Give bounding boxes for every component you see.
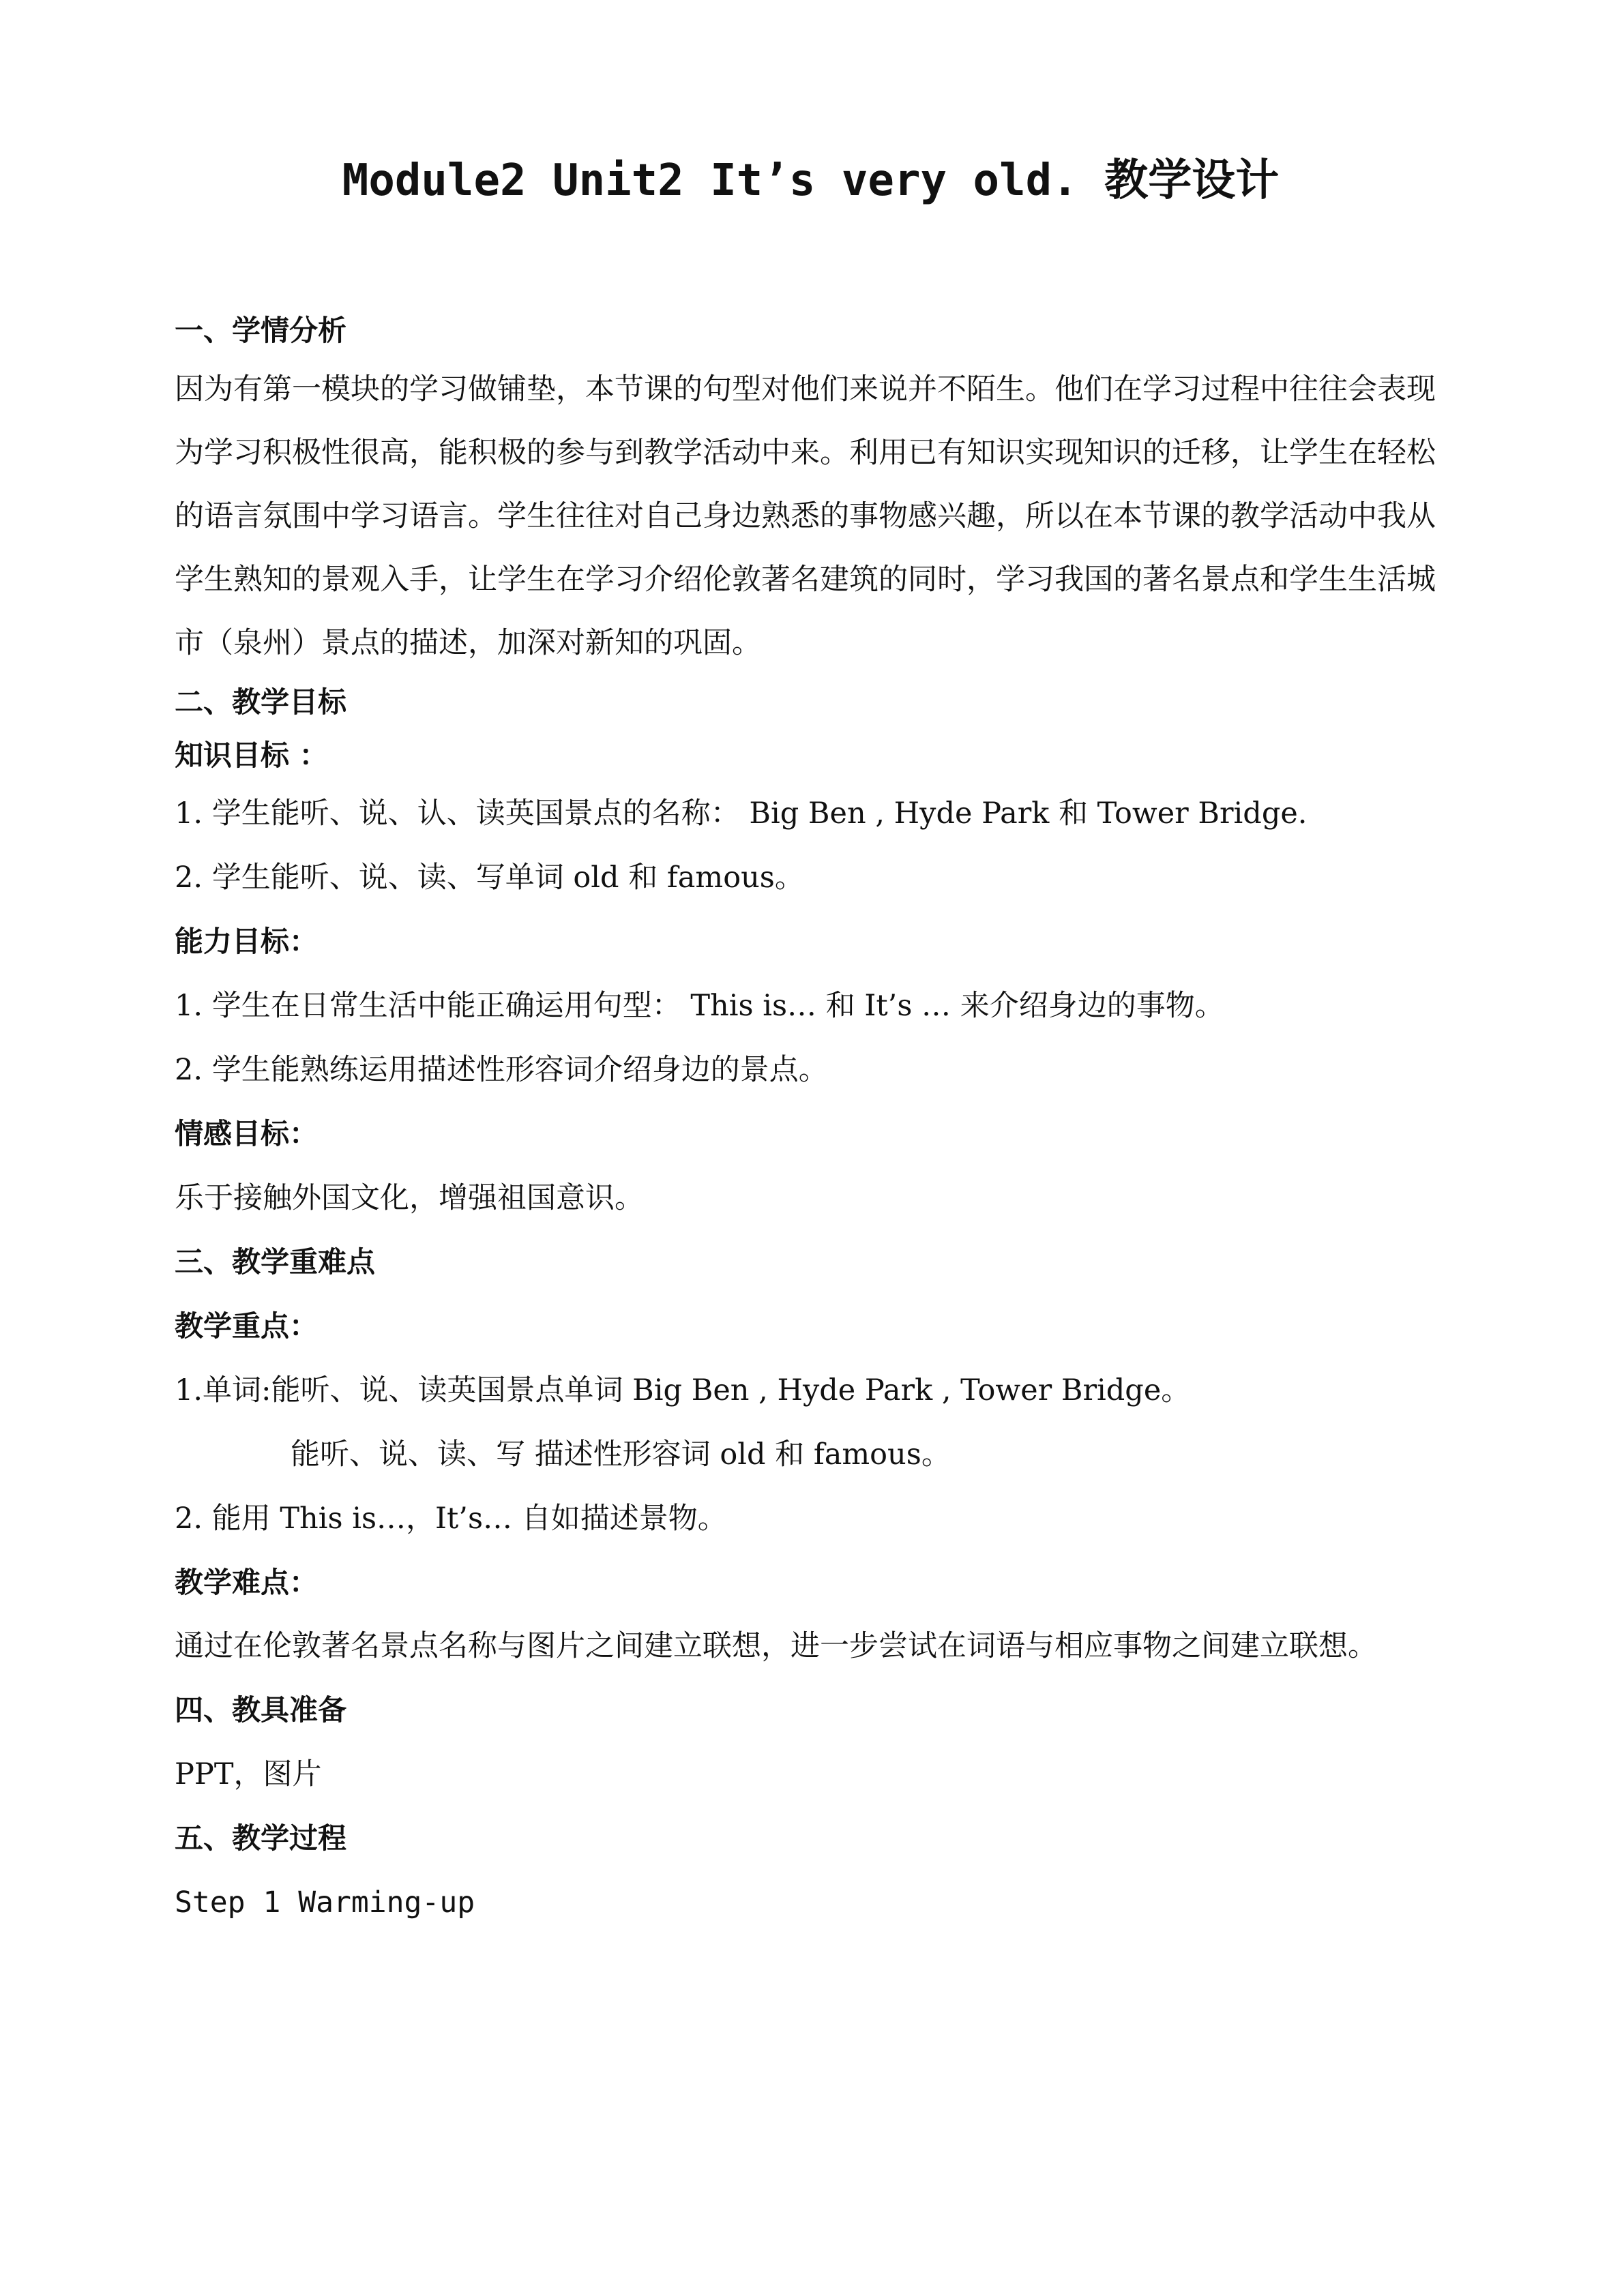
teaching-aids-text: PPT，图片 bbox=[175, 1757, 322, 1791]
section-teaching-aids bbox=[175, 1678, 1447, 1806]
key-point-label: 教学重点： bbox=[175, 1309, 319, 1343]
knowledge-objective-item: 2. 学生能听、说、读、写单词 old 和 famous。 bbox=[175, 861, 804, 895]
section-learner-analysis bbox=[175, 303, 1447, 675]
ability-objective-item: 1. 学生在日常生活中能正确运用句型： This is… 和 It’s … 来介绍身边的事物。 bbox=[175, 989, 1224, 1023]
key-point-item: 2. 能用 This is…，It’s… 自如描述景物。 bbox=[175, 1502, 727, 1536]
section-key-difficult-points bbox=[175, 1230, 1447, 1678]
section-paragraph: 因为有第一模块的学习做铺垫，本节课的句型对他们来说并不陌生。他们在学习过程中往往会表现为学习积极性很高，能积极的参与到教学活动中来。利用已有知识实现知识的迁移，让学生在轻松的语言氛围中学习语言。学生往往对自己身边熟悉的事物感兴趣，所以在本节课的教学活动中我从学生熟知的景观入手，让学生在学习介绍伦敦著名建筑的同时，学习我国的著名景点和学生生活城市（泉州）景点的描述，加深对新知的巩固。 bbox=[175, 372, 1436, 660]
step-heading: Step 1 Warming-up bbox=[175, 1885, 475, 1920]
emotion-objective-label: 情感目标： bbox=[175, 1117, 319, 1150]
document-title: Module2 Unit2 It’s very old. 教学设计 bbox=[342, 155, 1280, 206]
knowledge-objective-label: 知识目标 ： bbox=[175, 739, 328, 772]
section-heading: 一、学情分析 bbox=[175, 314, 347, 347]
section-teaching-process bbox=[175, 1806, 1447, 1935]
section-heading: 二、教学目标 bbox=[175, 685, 347, 719]
ability-objective-label: 能力目标： bbox=[175, 925, 319, 958]
key-point-item-continued: 能听、说、读、写 描述性形容词 old 和 famous。 bbox=[291, 1437, 951, 1472]
section-heading: 三、教学重难点 bbox=[175, 1245, 376, 1279]
key-point-item: 1.单词:能听、说、读英国景点单词 Big Ben , Hyde Park , Tower Bridge。 bbox=[175, 1373, 1191, 1407]
difficult-point-label: 教学难点： bbox=[175, 1566, 319, 1599]
ability-objective-item: 2. 学生能熟练运用描述性形容词介绍身边的景点。 bbox=[175, 1053, 828, 1087]
emotion-objective-text: 乐于接触外国文化，增强祖国意识。 bbox=[175, 1181, 644, 1215]
section-teaching-objectives bbox=[175, 675, 1447, 1230]
section-heading: 五、教学过程 bbox=[175, 1821, 347, 1855]
difficult-point-text: 通过在伦敦著名景点名称与图片之间建立联想，进一步尝试在词语与相应事物之间建立联想。 bbox=[175, 1629, 1377, 1663]
section-heading: 四、教具准备 bbox=[175, 1693, 347, 1727]
knowledge-objective-item: 1. 学生能听、说、认、读英国景点的名称： Big Ben , Hyde Park 和 Tower Bridge. bbox=[175, 796, 1308, 831]
